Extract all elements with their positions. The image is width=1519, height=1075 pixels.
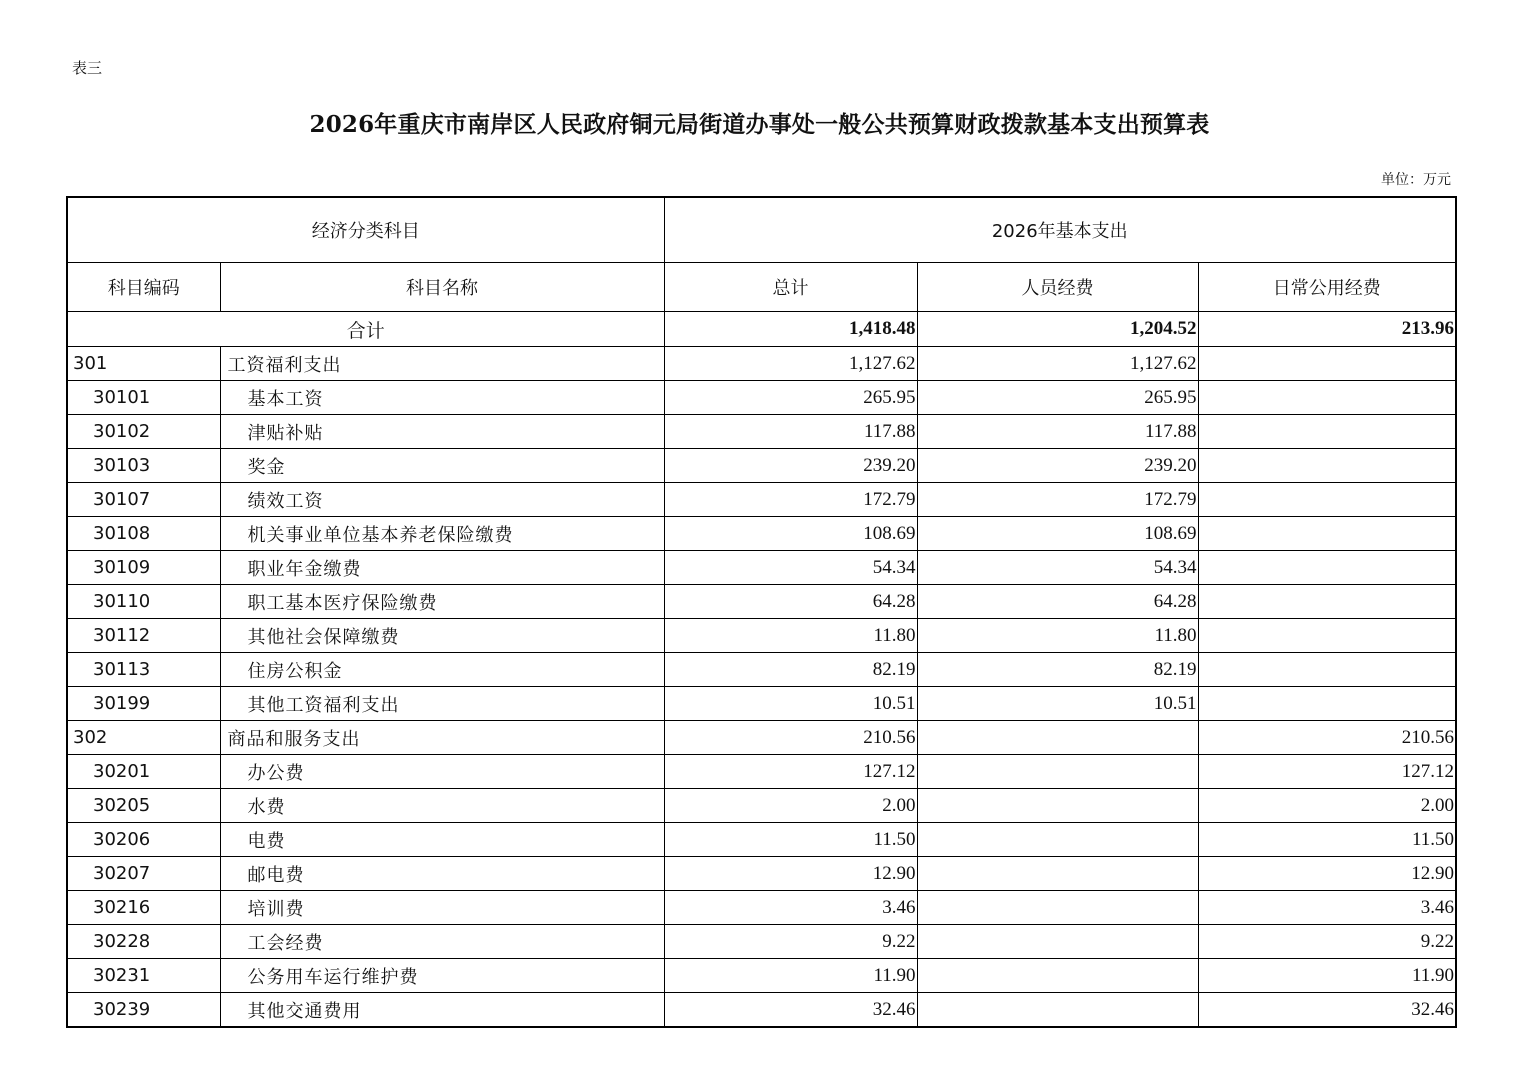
- table-row: [67, 585, 1456, 619]
- row-public: 2.00: [1198, 789, 1456, 823]
- row-personnel: [917, 823, 1198, 857]
- table-row: [67, 653, 1456, 687]
- table-number-label: 表三: [72, 59, 103, 77]
- row-public: [1198, 551, 1456, 585]
- row-name: 电费: [220, 823, 664, 857]
- table-row: [67, 551, 1456, 585]
- row-total: 210.56: [664, 721, 917, 755]
- table-row: [67, 415, 1456, 449]
- row-personnel: 10.51: [917, 687, 1198, 721]
- row-code: 30231: [67, 959, 220, 993]
- header-row-group: [67, 197, 1456, 263]
- row-public: [1198, 347, 1456, 381]
- row-name: 其他交通费用: [220, 993, 664, 1028]
- header-public: 日常公用经费: [1198, 263, 1456, 312]
- header-code: 科目编码: [67, 263, 220, 312]
- total-row: [67, 312, 1456, 347]
- table-row: [67, 755, 1456, 789]
- row-personnel: [917, 721, 1198, 755]
- row-personnel: [917, 993, 1198, 1028]
- table-row: [67, 993, 1456, 1028]
- header-total: 总计: [664, 263, 917, 312]
- row-total: 1,127.62: [664, 347, 917, 381]
- row-name: 其他社会保障缴费: [220, 619, 664, 653]
- row-name: 机关事业单位基本养老保险缴费: [220, 517, 664, 551]
- row-personnel: [917, 891, 1198, 925]
- row-code: 30112: [67, 619, 220, 653]
- row-name: 住房公积金: [220, 653, 664, 687]
- row-public: [1198, 585, 1456, 619]
- table-row: [67, 891, 1456, 925]
- row-name: 奖金: [220, 449, 664, 483]
- row-public: 32.46: [1198, 993, 1456, 1028]
- row-total: 172.79: [664, 483, 917, 517]
- row-code: 30239: [67, 993, 220, 1028]
- header-row-columns: [67, 263, 1456, 312]
- row-total: 108.69: [664, 517, 917, 551]
- row-code: 302: [67, 721, 220, 755]
- row-code: 30113: [67, 653, 220, 687]
- total-label: 合计: [67, 312, 664, 347]
- row-public: 9.22: [1198, 925, 1456, 959]
- row-personnel: 64.28: [917, 585, 1198, 619]
- row-name: 商品和服务支出: [220, 721, 664, 755]
- row-code: 30108: [67, 517, 220, 551]
- table-row: [67, 959, 1456, 993]
- row-total: 9.22: [664, 925, 917, 959]
- total-amount: 1,418.48: [664, 312, 917, 347]
- row-total: 11.50: [664, 823, 917, 857]
- row-public: [1198, 517, 1456, 551]
- row-name: 职业年金缴费: [220, 551, 664, 585]
- row-code: 30107: [67, 483, 220, 517]
- row-personnel: 239.20: [917, 449, 1198, 483]
- row-public: 11.90: [1198, 959, 1456, 993]
- table-row: [67, 449, 1456, 483]
- row-public: [1198, 653, 1456, 687]
- header-economic-category: 经济分类科目: [67, 197, 664, 263]
- table-row: [67, 347, 1456, 381]
- row-name: 职工基本医疗保险缴费: [220, 585, 664, 619]
- row-personnel: 1,127.62: [917, 347, 1198, 381]
- row-code: 30103: [67, 449, 220, 483]
- total-personnel: 1,204.52: [917, 312, 1198, 347]
- document-title: 2026年重庆市南岸区人民政府铜元局街道办事处一般公共预算财政拨款基本支出预算表: [309, 111, 1210, 138]
- row-total: 64.28: [664, 585, 917, 619]
- header-basic-expenditure: 2026年基本支出: [664, 197, 1456, 263]
- row-code: 30102: [67, 415, 220, 449]
- row-public: 127.12: [1198, 755, 1456, 789]
- row-personnel: 82.19: [917, 653, 1198, 687]
- table-row: [67, 483, 1456, 517]
- row-public: 210.56: [1198, 721, 1456, 755]
- row-personnel: [917, 925, 1198, 959]
- row-personnel: 11.80: [917, 619, 1198, 653]
- row-total: 117.88: [664, 415, 917, 449]
- row-public: [1198, 619, 1456, 653]
- row-name: 工会经费: [220, 925, 664, 959]
- row-total: 265.95: [664, 381, 917, 415]
- row-name: 公务用车运行维护费: [220, 959, 664, 993]
- table-row: [67, 721, 1456, 755]
- row-total: 2.00: [664, 789, 917, 823]
- table-row: [67, 619, 1456, 653]
- row-name: 津贴补贴: [220, 415, 664, 449]
- row-personnel: [917, 857, 1198, 891]
- row-code: 30109: [67, 551, 220, 585]
- table-row: [67, 823, 1456, 857]
- row-personnel: 117.88: [917, 415, 1198, 449]
- row-total: 11.80: [664, 619, 917, 653]
- budget-table: [66, 196, 1457, 1028]
- row-code: 30201: [67, 755, 220, 789]
- row-code: 30199: [67, 687, 220, 721]
- row-code: 30207: [67, 857, 220, 891]
- header-personnel: 人员经费: [917, 263, 1198, 312]
- row-personnel: [917, 755, 1198, 789]
- row-public: [1198, 381, 1456, 415]
- row-total: 3.46: [664, 891, 917, 925]
- row-personnel: 54.34: [917, 551, 1198, 585]
- table-row: [67, 517, 1456, 551]
- row-total: 239.20: [664, 449, 917, 483]
- row-total: 54.34: [664, 551, 917, 585]
- row-code: 30101: [67, 381, 220, 415]
- row-public: [1198, 415, 1456, 449]
- row-total: 82.19: [664, 653, 917, 687]
- unit-label: 单位：万元: [1381, 172, 1451, 188]
- row-total: 10.51: [664, 687, 917, 721]
- row-public: 11.50: [1198, 823, 1456, 857]
- row-total: 32.46: [664, 993, 917, 1028]
- row-personnel: [917, 959, 1198, 993]
- row-total: 11.90: [664, 959, 917, 993]
- row-total: 12.90: [664, 857, 917, 891]
- row-total: 127.12: [664, 755, 917, 789]
- row-personnel: 108.69: [917, 517, 1198, 551]
- row-name: 办公费: [220, 755, 664, 789]
- row-code: 30206: [67, 823, 220, 857]
- row-name: 邮电费: [220, 857, 664, 891]
- row-personnel: [917, 789, 1198, 823]
- row-code: 30216: [67, 891, 220, 925]
- row-name: 其他工资福利支出: [220, 687, 664, 721]
- row-name: 水费: [220, 789, 664, 823]
- header-name: 科目名称: [220, 263, 664, 312]
- row-public: [1198, 687, 1456, 721]
- row-public: 3.46: [1198, 891, 1456, 925]
- row-name: 基本工资: [220, 381, 664, 415]
- table-row: [67, 381, 1456, 415]
- row-public: [1198, 449, 1456, 483]
- row-name: 工资福利支出: [220, 347, 664, 381]
- row-public: 12.90: [1198, 857, 1456, 891]
- row-code: 30205: [67, 789, 220, 823]
- row-public: [1198, 483, 1456, 517]
- table-row: [67, 687, 1456, 721]
- row-name: 绩效工资: [220, 483, 664, 517]
- total-public: 213.96: [1198, 312, 1456, 347]
- table-row: [67, 857, 1456, 891]
- row-code: 301: [67, 347, 220, 381]
- row-name: 培训费: [220, 891, 664, 925]
- table-row: [67, 789, 1456, 823]
- table-row: [67, 925, 1456, 959]
- row-code: 30110: [67, 585, 220, 619]
- row-personnel: 172.79: [917, 483, 1198, 517]
- row-personnel: 265.95: [917, 381, 1198, 415]
- row-code: 30228: [67, 925, 220, 959]
